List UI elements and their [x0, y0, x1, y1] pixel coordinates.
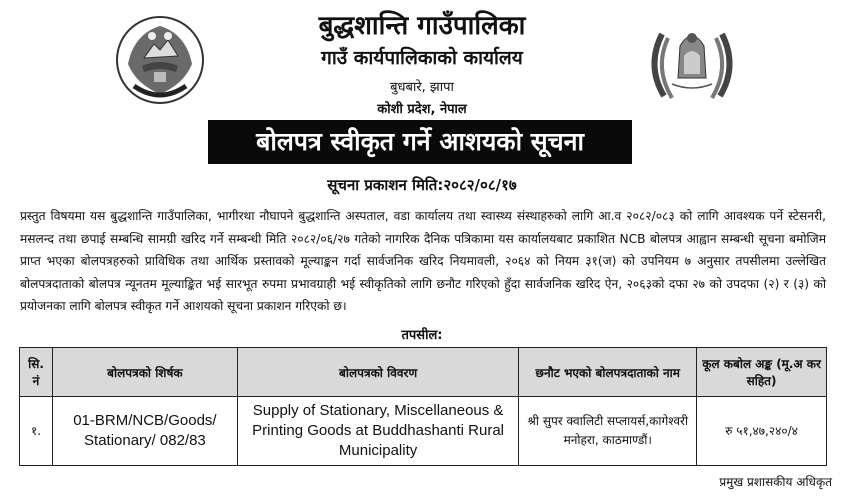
notice-banner: बोलपत्र स्वीकृत गर्ने आशयको सूचना [208, 120, 632, 164]
header-sn: सि. नं [20, 348, 53, 397]
cell-bid-description: Supply of Stationary, Miscellaneous & Printing Goods at Buddhashanti Rural Municipality [237, 397, 519, 466]
signature-label: प्रमुख प्रशासकीय अधिकृत [719, 475, 832, 489]
office-location: बुधबारे, झापा [390, 80, 454, 95]
bid-table [19, 347, 827, 466]
cell-selected-bidder: श्री सुपर क्वालिटी सप्लायर्स,कागेश्वरी मनोहरा, काठमाण्डौं। [519, 397, 697, 466]
province-label: कोशी प्रदेश, नेपाल [377, 102, 467, 117]
publication-date: सूचना प्रकाशन मिति:२०८२/०८/१७ [327, 176, 517, 194]
page-title: बुद्धशान्ति गाउँपालिका [318, 11, 526, 41]
header-bid-description: बोलपत्रको विवरण [237, 348, 519, 397]
table-header-row [20, 348, 827, 397]
header-bid-title: बोलपत्रको शिर्षक [52, 348, 237, 397]
cell-sn: १. [20, 397, 53, 466]
notice-body: प्रस्तुत विषयमा यस बुद्धशान्ति गाउँपालिका, भागीरथा नौघापने बुद्धशान्ति अस्पताल, वडा कार्यालय तथा स्वास्थ्य संस्थाहरुको लागि आ.व २०८२/०८३ को लागि आवश्यक पर्ने स्टेसनरी, मसलन्द तथा छपाई सम्बन्धि सामग्री खरिद गर्ने सम्बन्धी मिति २०८२/०६/२७ गतेको नागरिक दैनिक पत्रिकामा यस कार्यालयबाट प्रकाशित NCB बोलपत्र आह्वान सम्बन्धी सूचना बमोजिम प्राप्त भएका बोलपत्रहरुको प्राविधिक तथा आर्थिक प्रस्तावको मूल्याङ्कन गर्दा सार्वजनिक खरिद नियमावली, २०६४ को नियम ३१(ज) को उपनियम ७ अनुसार तपसीलमा उल्लेखित बोलपत्रदाताको बोलपत्र न्यूनतम मूल्याङ्कित भई सारभूत रुपमा प्रभावग्राही भई स्वीकृतिको लागि छनौट गरिएको हुँदा सार्वजनिक खरिद ऐन, २०६३को दफा २७ को उपदफा (२) र (३) को प्रयोजनका लागि बोलपत्र स्वीकृत गर्ने आशयको सूचना प्रकाशन गरिएको छ। [20, 209, 826, 313]
header-selected-bidder: छनौट भएको बोलपत्रदाताको नाम [519, 348, 697, 397]
table-row [20, 397, 827, 466]
office-subtitle: गाउँ कार्यपालिकाको कार्यालय [321, 47, 523, 69]
header-total-amount: कूल कबोल अङ्क (मू.अ कर सहित) [697, 348, 827, 397]
cell-total-amount: रु ५१,४७,२४०/४ [697, 397, 827, 466]
details-label: तपसील: [401, 328, 443, 343]
cell-bid-title: 01-BRM/NCB/Goods/ Stationary/ 082/83 [52, 397, 237, 466]
